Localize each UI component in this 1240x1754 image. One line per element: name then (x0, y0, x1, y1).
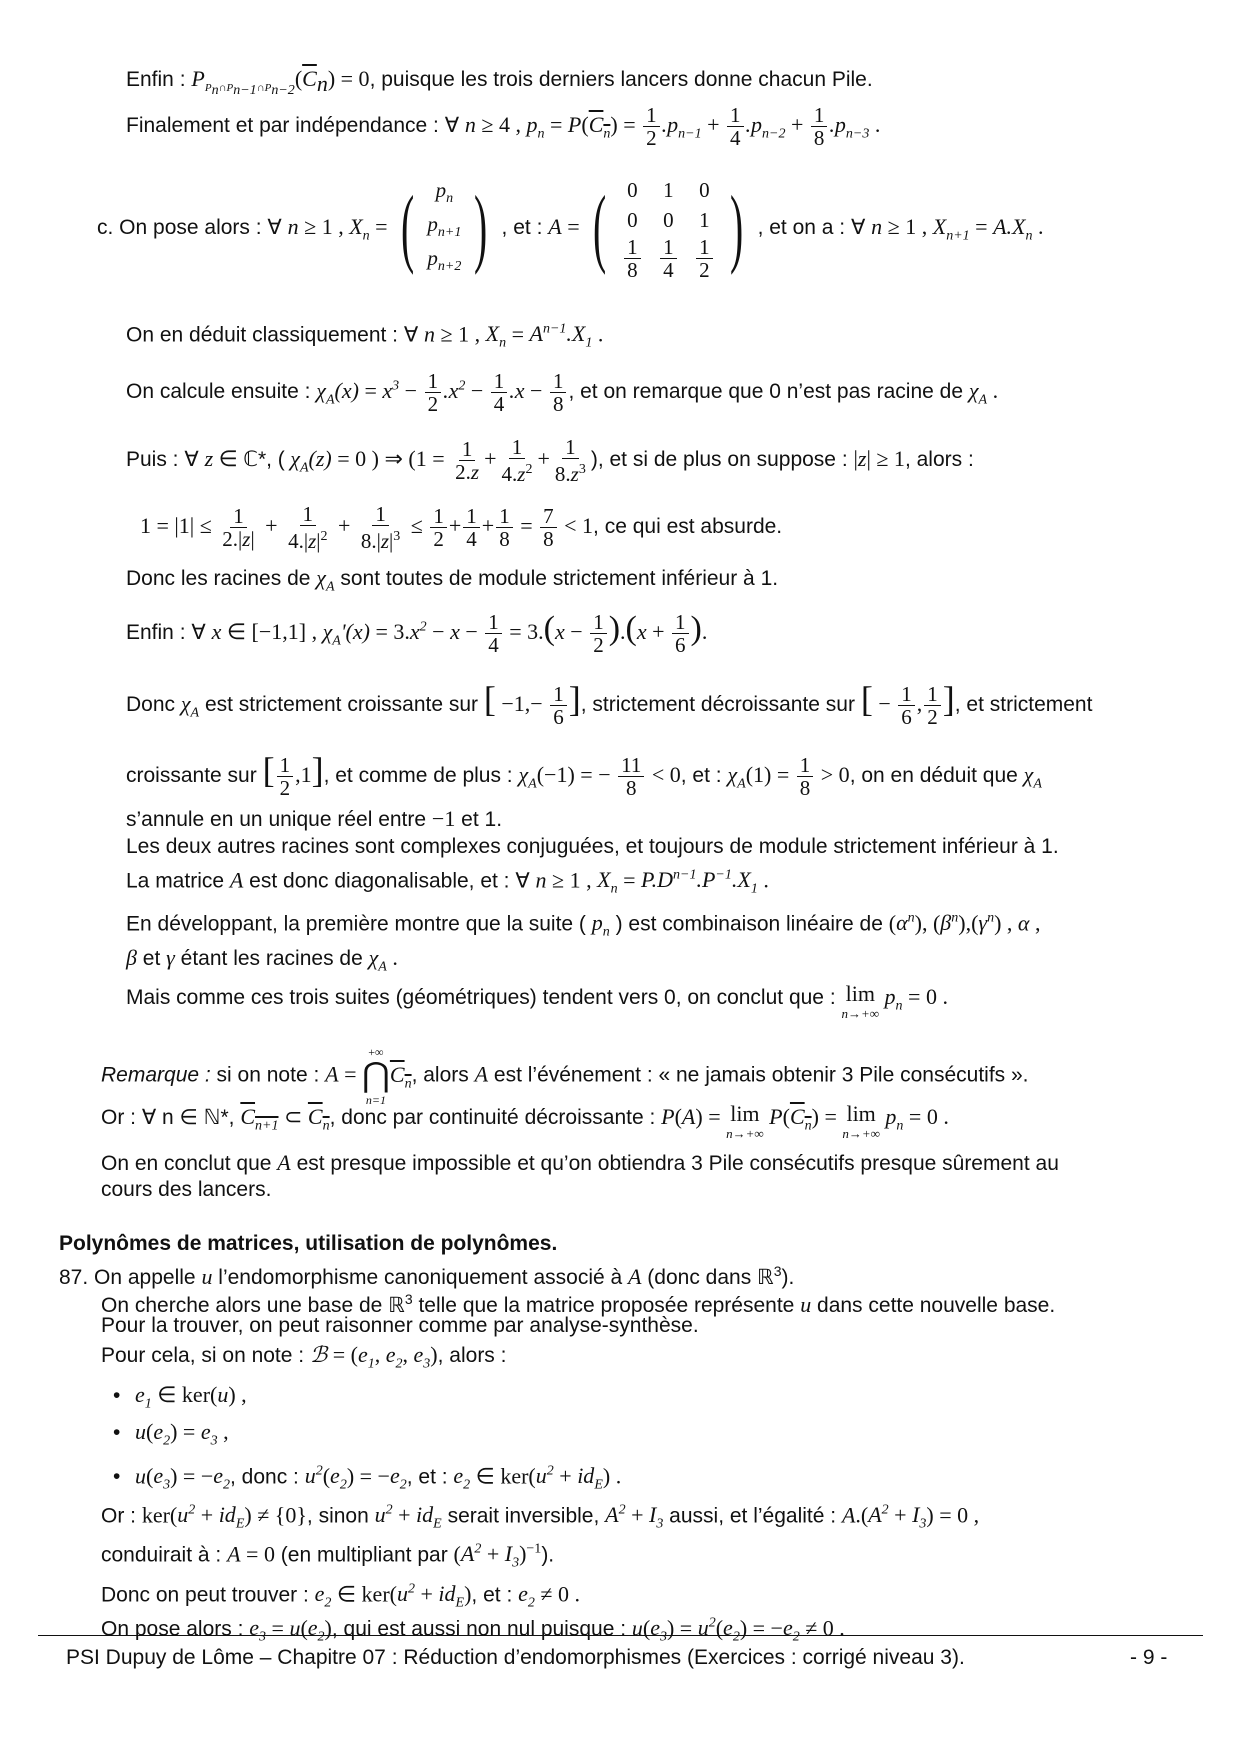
text: Donc on peut trouver : (101, 1583, 315, 1607)
text: , on en déduit que (849, 764, 1024, 788)
line-donc-trouver: Donc on peut trouver : $e_2$ ∈ $ker(u^2 + id_E)$, et : $e_2 \ne 0$ . (101, 1581, 580, 1611)
text: croissante sur (126, 764, 263, 788)
text: Puis : ∀ (126, 448, 205, 472)
text: , et on remarque que 0 n’est pas racine de (568, 380, 969, 404)
line-sannule: s’annule en un unique réel entre −1 et 1. (126, 806, 503, 831)
line-on-calcule: On calcule ensuite : $\chi_A(x) = x^3$ − $\frac{1}{2}$ $.x^2$ − $\frac{1}{4}$ .x − $\frac{1}{8}$ , et on remarque que 0 n’est pas racine de $\chi_A$ . (126, 369, 999, 416)
bullet-3: • $u(e_3) = -e_2$, donc : $u^2(e_2) = -e_2$, et : $e_2$ ∈ $ker(u^2 + id_E)$ . (113, 1463, 622, 1493)
text: On pose alors : (101, 1617, 250, 1641)
text: On en déduit classiquement : ∀ (126, 323, 425, 347)
text: , et : (501, 216, 549, 239)
line-mais-comme: Mais comme ces trois suites (géométriques) tendent vers 0, on conclut que : lim n→+∞ $p_n = 0$ . (126, 981, 948, 1021)
superscript: 3 (404, 1291, 413, 1307)
line-remarque: Remarque : si on note : A = +∞ ⋂ n=1 $C_n$, alors A est l’événement : « ne jamais obtenir 3 Pile consécutifs ». (101, 1045, 1029, 1107)
text: Or : (101, 1504, 142, 1528)
text: , qui est aussi non nul puisque : (331, 1617, 632, 1641)
text: aussi, et l’égalité : (663, 1504, 842, 1528)
line-pour-cela: Pour cela, si on note : ℬ = ($e_1$, $e_2$, $e_3$), alors : (101, 1342, 507, 1372)
text: l’endomorphisme canoniquement associé à (212, 1266, 629, 1289)
text: dans cette nouvelle base. (811, 1294, 1056, 1317)
line-finalement: Finalement et par indépendance : ∀ n ≥ 4 , $p_n = P(C_n)$ = $\frac{1}{2}$ $.p_{n-1}$ + $\frac{1}{4}$ $.p_{n-2}$ + $\frac{1}{8}$ $.p_{n-3}$ . (126, 103, 881, 150)
text: ), et si de plus on suppose : (590, 448, 854, 472)
vector-xn: ( $p_n$ $p_{n+1}$ $p_{n+2}$ ) (401, 177, 488, 277)
text: est strictement croissante sur (199, 693, 484, 717)
line-87: 87. On appelle u l’endomorphisme canoniquement associé à A (donc dans ℝ$^3$). (59, 1263, 795, 1289)
text: , et strictement (954, 693, 1093, 717)
text: , alors (411, 1063, 475, 1087)
text: ) est combinaison linéaire de (609, 912, 889, 936)
text: serait inversible, (441, 1504, 606, 1528)
text: , donc : (230, 1465, 305, 1489)
text: , alors : (437, 1344, 507, 1367)
superscript: 3 (773, 1263, 782, 1279)
text: c. On pose alors : ∀ (97, 216, 288, 239)
line-or-continuite: Or : ∀ n ∈ ℕ*, $C_{n+1}$ ⊂ $C_n$, donc par continuité décroissante : P(A) = lim n→+∞ $P(C_n)$ = lim n→+∞ $p_n = 0$ . (101, 1101, 949, 1141)
text: , alors : (904, 448, 974, 472)
text: Enfin : ∀ (126, 621, 212, 645)
text: Or : ∀ n ∈ ℕ*, (101, 1106, 241, 1129)
line-cours-lancers: cours des lancers. (101, 1178, 272, 1201)
line-enfin-derivee: Enfin : ∀ x ∈ [−1,1] , $\chi_A'(x) = 3.x^2 - x$ − $\frac{1}{4}$ = 3.(x − $\frac{1}{2}$ ).(x + $\frac{1}{6}$ ). (126, 610, 708, 657)
line-on-cherche: On cherche alors une base de ℝ$^3$ telle que la matrice proposée représente u dans cette nouvelle base. (101, 1291, 1056, 1317)
line-enfin-1: Enfin : $P_{P_n\cap P_{n-1}\cap P_{n-2}}(\overline{C}_n) = 0$, puisque les trois derniers lancers donne chacun Pile. (126, 66, 873, 99)
text: , sinon (306, 1504, 375, 1528)
text: On cherche alors une base de ℝ (101, 1294, 405, 1317)
line-or-ker: Or : $ker(u^2 + id_E) \ne \{0\}$, sinon $u^2 + id_E$ serait inversible, $A^2 + I_3$ aussi, et l’égalité : $A.(A^2 + I_3) = 0$ , (101, 1502, 980, 1532)
line-on-en-deduit: On en déduit classiquement : ∀ n ≥ 1 , $X_n = A^{n-1}.X_1$ . (126, 321, 604, 351)
matrix-a: ( 0 1 0 0 0 1 $\frac{1}{8}$ $\frac{1}{4}$ $\frac{1}{2}$ ) (593, 178, 744, 282)
text: (en multipliant par (274, 1543, 454, 1567)
text: , puisque les trois derniers lancers donne chacun Pile. (369, 68, 873, 91)
text: , strictement décroissante sur (580, 693, 861, 717)
bullet-2: • $u(e_2) = e_3$ , (113, 1419, 229, 1449)
text: Donc les racines de (126, 567, 317, 590)
line-matrice-diag: La matrice A est donc diagonalisable, et : ∀ n ≥ 1 , $X_n = P.D^{n-1}.P^{-1}.X_1$ . (126, 867, 769, 897)
line-pour-la-trouver: Pour la trouver, on peut raisonner comme par analyse-synthèse. (101, 1314, 699, 1337)
text: ). (781, 1266, 795, 1289)
text: telle que la matrice proposée représente (412, 1294, 801, 1317)
bullet-1: • $e_1$ ∈ ker(u) , (113, 1382, 247, 1412)
text: et (136, 947, 167, 970)
text: , et on a : ∀ (757, 216, 872, 239)
text: On en conclut que (101, 1152, 278, 1175)
line-inequality: 1 = |1| ≤ $\frac{1}{2.|z|}$ + $\frac{1}{4.|z|^2}$ + $\frac{1}{8.|z|^3}$ ≤ $\frac{1}{2}$ + $\frac{1}{4}$ + $\frac{1}{8}$ = $\frac{7}{8}$ < 1, ce qui est absurde. (140, 502, 783, 553)
text: (donc dans ℝ (641, 1266, 774, 1289)
text: est presque impossible et qu’on obtiendra 3 Pile consécutifs presque sûrement au (290, 1152, 1059, 1175)
text: Enfin : (126, 68, 192, 91)
text: s’annule en un unique réel entre (126, 808, 432, 831)
text: est l’événement : « ne jamais obtenir 3 Pile consécutifs ». (488, 1063, 1029, 1087)
footer-rule (38, 1635, 1203, 1636)
text: , donc par continuité décroissante : (329, 1106, 662, 1129)
footer-text: PSI Dupuy de Lôme – Chapitre 07 : Réduction d’endomorphismes (Exercices : corrigé niveau 3). (66, 1646, 965, 1669)
section-heading: Polynômes de matrices, utilisation de polynômes. (59, 1232, 558, 1255)
text: , et : (680, 764, 728, 788)
text: ℂ*, ( (243, 448, 285, 472)
line-deux-autres: Les deux autres racines sont complexes conjuguées, et toujours de module strictement inférieur à 1. (126, 835, 1059, 858)
text: , et : (406, 1465, 454, 1489)
text: La matrice (126, 869, 230, 893)
line-on-en-conclut: On en conclut que A est presque impossible et qu’on obtiendra 3 Pile consécutifs presque sûrement au (101, 1150, 1059, 1175)
text: Mais comme ces trois suites (géométriques) tendent vers 0, on conclut que : (126, 986, 842, 1009)
page-number: - 9 - (1130, 1646, 1168, 1669)
text: En développant, la première montre que la suite ( (126, 912, 592, 936)
text: ). (541, 1543, 555, 1567)
text: Finalement et par indépendance : ∀ (126, 114, 465, 138)
text: conduirait à : (101, 1543, 228, 1567)
line-donc-croissante: Donc $\chi_A$ est strictement croissante sur [ −1,− $\frac{1}{6}$ ], strictement décroissante sur [ − $\frac{1}{6}$ , $\frac{1}{2}$ ], et strictement (126, 679, 1093, 729)
line-puis: Puis : ∀ z ∈ ℂ*, ( $\chi_A(z) = 0$ ) ⇒ (1 = $\frac{1}{2.z}$ + $\frac{1}{4.z^2}$ + $\frac{1}{8.z^3}$ ), et si de plus on suppose : |z| ≥ 1, alors : (126, 435, 974, 486)
text: sont toutes de module strictement inférieur à 1. (334, 567, 779, 590)
line-en-developpant: En développant, la première montre que la suite ( $p_n$ ) est combinaison linéaire de $(\alpha^n)$, $(\beta^n),(\gamma^n)$ , α , (126, 910, 1041, 940)
line-on-pose-e3: On pose alors : $e_3 = u(e_2)$, qui est aussi non nul puisque : $u(e_3) = u^2(e_2) = -e_2 \ne 0$ . (101, 1615, 845, 1645)
line-donc-racines: Donc les racines de $\chi_A$ sont toutes de module strictement inférieur à 1. (126, 565, 779, 595)
text: Pour cela, si on note : (101, 1344, 310, 1367)
line-beta-gamma: β et γ étant les racines de $\chi_A$ . (126, 945, 398, 975)
line-conduirait: conduirait à : A = 0 (en multipliant par $(A^2 + I_3)^{-1}$). (101, 1541, 555, 1571)
text: Donc (126, 693, 181, 717)
text: et 1. (455, 808, 503, 831)
text: si on note : (210, 1063, 326, 1087)
text: est donc diagonalisable, et : ∀ (243, 869, 536, 893)
remarque-label: Remarque : (101, 1063, 211, 1087)
line-croissante-sur: croissante sur [ $\frac{1}{2}$ ,1], et comme de plus : $\chi_A(-1)$ = − $\frac{11}{8}$ < 0, et : $\chi_A(1)$ = $\frac{1}{8}$ > 0, on en déduit que $\chi_A$ (126, 750, 1042, 800)
text: , et comme de plus : (323, 764, 519, 788)
text: On calcule ensuite : (126, 380, 317, 404)
line-on-pose: c. On pose alors : ∀ n ≥ 1 , $X_n$ = ( $p_n$ $p_{n+1}$ $p_{n+2}$ ) , et : A = ( 0 1 0 0 0 1 $\frac{1}{8}$ $\frac{1}{4}$ $\frac{1}{2}$ ) , et on a : ∀ n ≥ 1 , $X_{n+1} = A.X_n$ . (97, 172, 1043, 282)
text: 87. On appelle (59, 1266, 202, 1289)
text: , ce qui est absurde. (593, 515, 783, 539)
text: , et : (471, 1583, 519, 1607)
text: étant les racines de (174, 947, 369, 970)
